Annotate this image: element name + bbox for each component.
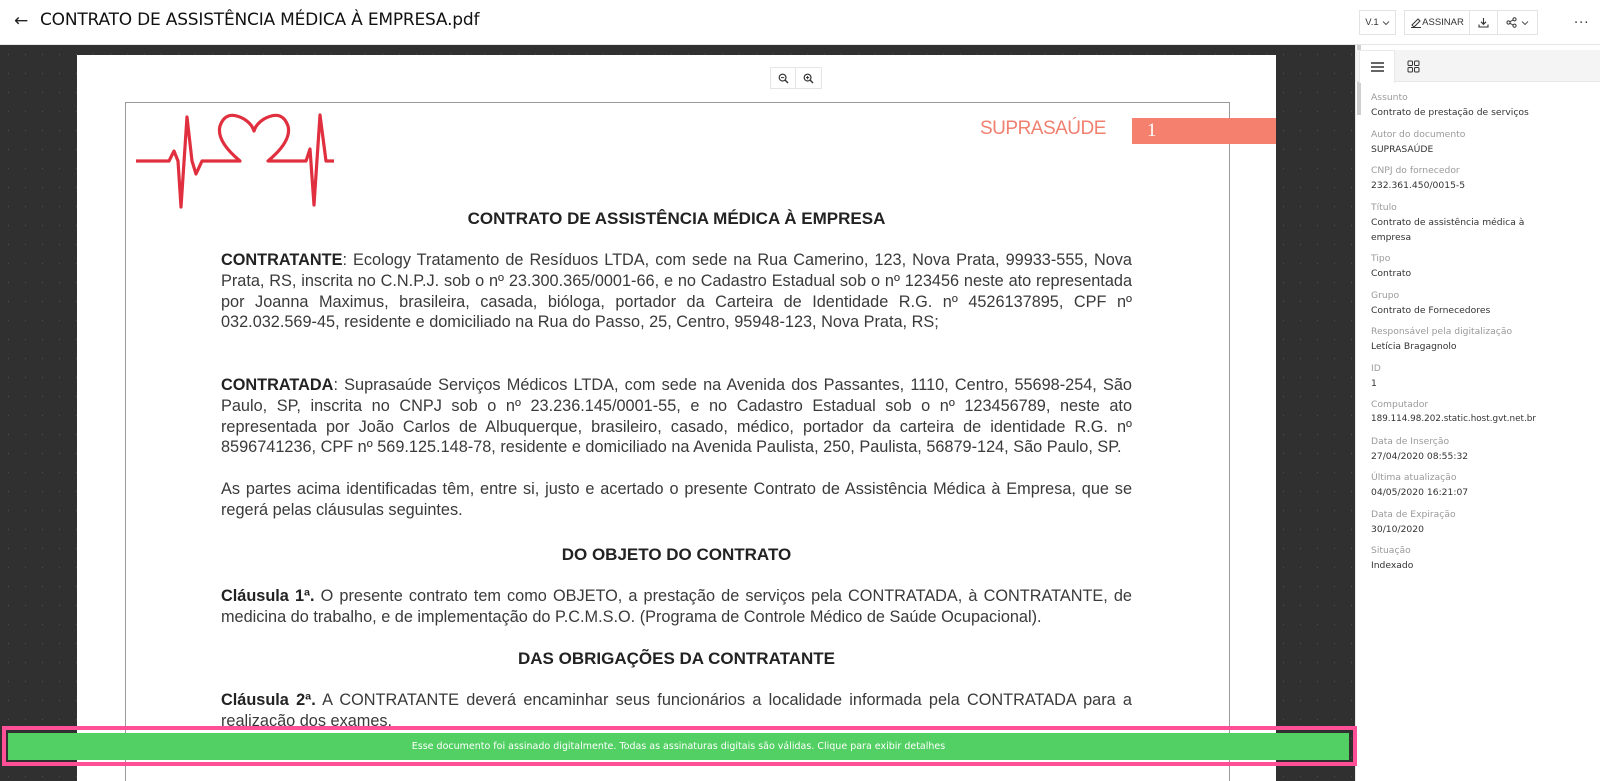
contratante-text: : Ecology Tratamento de Resíduos LTDA, com sede na Rua Camerino, 123, Nova Prata, 99933-555, Nova Prata, RS, inscrita no C.N.P.J. sob o nº 23.300.365/0001-66, e no Cadastro Estadual sob o nº 123456 neste ato representada por Joanna Maximus, brasileira, casada, bióloga, portador da Carteira de Identidade R.G. nº 4526137895, CPF nº 032.032.569-45, residente e domiciliado na Rua do Passo, 25, Centro, 95948-123, Nova Prata, RS;: [221, 251, 1132, 332]
field-autor: [1371, 128, 1596, 157]
field-assunto: [1371, 91, 1596, 120]
document-title: CONTRATO DE ASSISTÊNCIA MÉDICA À EMPRESA.pdf: [40, 10, 480, 30]
field-value: Contrato: [1371, 268, 1412, 279]
chevron-down-icon: [1382, 20, 1390, 26]
contratante-paragraph: [221, 250, 1132, 333]
field-label: Situação: [1371, 545, 1411, 556]
contratada-text: : Suprasaúde Serviços Médicos LTDA, com sede na Avenida dos Passantes, 1110, Centro, 55698-254, São Paulo, SP, inscrita no CNPJ sob o nº 23.236.145/0001-55, e no Cadastro Estadual sob o nº 123456789, neste ato representada por João Carlos de Albuquerque, brasileiro, casado, médico, portador da carteira de identidade R.G. nº 8596741236, CPF nº 569.125.148-78, residente e domiciliado na Avenida Paulista, 250, Paulista, 56879-124, São Paulo, SP.: [221, 376, 1132, 457]
field-label: CNPJ do fornecedor: [1371, 165, 1460, 176]
share-icon: [1506, 17, 1517, 28]
field-label: Título: [1371, 201, 1397, 213]
field-label: Última atualização: [1371, 472, 1457, 483]
clause-1-paragraph: [221, 586, 1132, 628]
field-label: Autor do documento: [1371, 128, 1466, 140]
field-computador: [1371, 398, 1596, 427]
list-view-tab[interactable]: [1359, 50, 1395, 83]
arrow-left-icon[interactable]: ←: [14, 11, 29, 31]
field-value: Contrato de Fornecedores: [1371, 304, 1491, 316]
sign-button[interactable]: [1404, 10, 1470, 35]
field-tipo: [1371, 252, 1596, 281]
field-label: Data de Expiração: [1371, 508, 1456, 520]
field-label: Assunto: [1371, 92, 1408, 103]
field-value: 30/10/2020: [1371, 523, 1424, 535]
document-heading: CONTRATO DE ASSISTÊNCIA MÉDICA À EMPRESA: [467, 209, 886, 228]
zoom-in-button[interactable]: [796, 67, 822, 89]
field-label: Data de Inserção: [1371, 435, 1450, 447]
clause-2-text: A CONTRATANTE deverá encaminhar seus funcionários a localidade informada pela CONTRATADA para a realização dos exames.: [221, 691, 1132, 730]
field-value: 04/05/2020 16:21:07: [1371, 487, 1469, 498]
field-value: 189.114.98.202.static.host.gvt.net.br: [1371, 414, 1536, 424]
field-data-insercao: [1371, 435, 1596, 464]
zoom-out-button[interactable]: [770, 67, 796, 89]
field-data-expiracao: [1371, 508, 1596, 537]
contratante-label: CONTRATANTE: [221, 251, 343, 269]
field-value: SUPRASAÚDE: [1371, 143, 1434, 155]
version-selector-wrap: [1359, 10, 1396, 35]
field-value: Indexado: [1371, 560, 1414, 571]
sign-label: ASSINAR: [1422, 17, 1464, 28]
field-id: [1371, 362, 1596, 391]
field-label: Computador: [1371, 399, 1429, 410]
field-grupo: [1371, 289, 1596, 318]
download-button[interactable]: [1470, 10, 1498, 35]
field-value: Letícia Bragagnolo: [1371, 341, 1457, 352]
brand-logo-text: SUPRASAÚDE: [980, 118, 1106, 139]
heartbeat-heart-logo-icon: [134, 111, 334, 211]
signature-icon: [1410, 17, 1422, 28]
field-value: 1: [1371, 377, 1377, 389]
field-label: Responsável pela digitalização: [1371, 326, 1513, 337]
version-selector[interactable]: [1359, 10, 1396, 35]
field-value: 27/04/2020 08:55:32: [1371, 450, 1469, 462]
field-label: Grupo: [1371, 289, 1400, 301]
field-label: ID: [1371, 362, 1381, 374]
zoom-in-icon: [803, 73, 814, 84]
zoom-controls: [770, 67, 822, 89]
download-icon: [1478, 17, 1489, 28]
partes-paragraph: As partes acima identificadas têm, entre si, justo e acertado o presente Contrato de Assistência Médica à Empresa, que se regerá pelas cláusulas seguintes.: [221, 480, 1132, 519]
field-label: Tipo: [1371, 253, 1391, 264]
field-titulo: [1371, 201, 1596, 245]
metadata-list: [1371, 91, 1596, 581]
field-ultima-atualizacao: [1371, 471, 1596, 500]
pdf-viewer[interactable]: [0, 45, 1355, 781]
more-options-button[interactable]: ...: [1574, 12, 1590, 27]
section-heading-obrigacoes: DAS OBRIGAÇÕES DA CONTRATANTE: [517, 649, 835, 668]
field-value: Contrato de prestação de serviços: [1371, 107, 1529, 118]
clause-2-label: Cláusula 2ª.: [221, 691, 316, 709]
signature-status-banner[interactable]: Esse documento foi assinado digitalmente. Todas as assinaturas digitais são válidas. Clique para exibir detalhes: [8, 733, 1349, 760]
sidebar-tabs: [1356, 50, 1600, 82]
chevron-down-icon: [1521, 20, 1529, 26]
section-heading-objeto: DO OBJETO DO CONTRATO: [561, 545, 792, 564]
clause-1-text: O presente contrato tem como OBJETO, a prestação de serviços pela CONTRATADA, à CONTRATANTE, de medicina do trabalho, e de implementação do P.C.M.S.O. (Programa de Controle Médico de Saúde Ocupacional).: [221, 587, 1132, 626]
contratada-label: CONTRATADA: [221, 376, 334, 394]
document-actions: [1404, 10, 1538, 35]
page-number-badge: 1: [1132, 118, 1276, 144]
contratada-paragraph: [221, 375, 1132, 458]
share-button[interactable]: [1498, 10, 1538, 35]
version-label: V.1: [1365, 17, 1379, 28]
field-value: Contrato de assistência médica à empresa: [1371, 216, 1525, 243]
pdf-page: [77, 55, 1276, 781]
clause-1-label: Cláusula 1ª.: [221, 587, 315, 605]
field-situacao: [1371, 544, 1596, 573]
zoom-out-icon: [778, 73, 789, 84]
grid-icon: [1407, 60, 1420, 73]
field-responsavel: [1371, 325, 1596, 354]
metadata-sidebar: [1355, 45, 1600, 781]
list-icon: [1370, 61, 1385, 73]
field-value: 232.361.450/0015-5: [1371, 180, 1466, 191]
grid-view-tab[interactable]: [1395, 50, 1431, 82]
field-cnpj: [1371, 164, 1596, 193]
top-bar: [0, 0, 1600, 45]
